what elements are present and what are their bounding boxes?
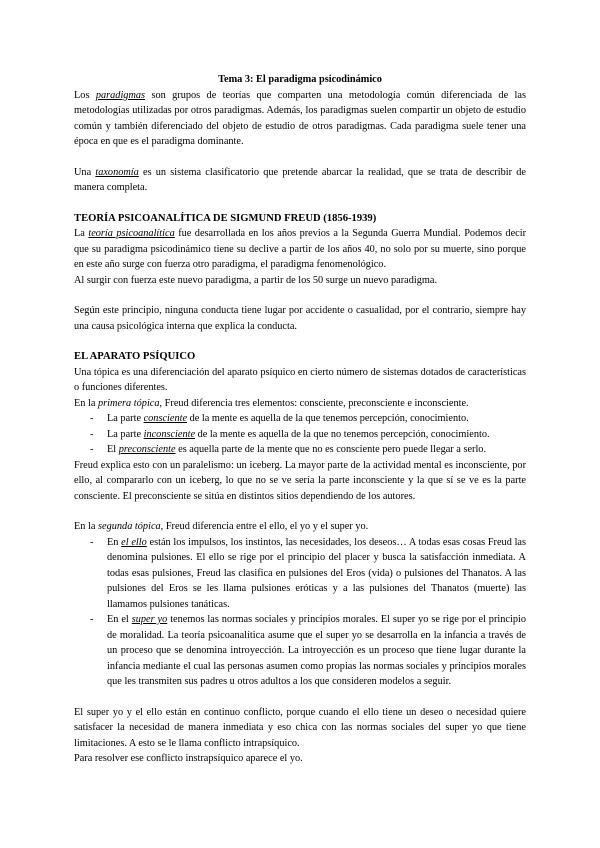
list-primera-topica <box>74 411 526 458</box>
term-super-yo: super yo <box>131 614 168 625</box>
spacer <box>74 150 526 165</box>
text-run: , Freud diferencia entre el ello, el yo y el super yo. <box>160 521 369 532</box>
term-taxonomia: taxonomía <box>95 166 139 178</box>
spacer <box>74 288 526 303</box>
paragraph-resolver: Para resolver ese conflicto instrapsíquico aparece el yo. <box>74 753 303 764</box>
text-run: de la mente es aquella de la que tenemos percepción, conocimiento. <box>187 413 469 424</box>
list-item <box>74 427 526 443</box>
list-item <box>74 612 526 690</box>
text-run: es aquella parte de la mente que no es consciente pero puede llegar a serlo. <box>175 444 487 455</box>
term-paradigmas: paradigmas <box>95 89 146 101</box>
paragraph-topica: Una tópica es una diferenciación del aparato psíquico en cierto número de sistemas dotados de características o funciones diferentes. <box>74 366 526 393</box>
spacer <box>74 690 526 705</box>
text-run: En la <box>74 521 99 532</box>
heading-teoria-psicoanalitica: TEORÍA PSICOANALÍTICA DE SIGMUND FREUD (1856-1939) <box>74 212 377 224</box>
term-teoria-psicoanalitica: teoría psicoanalítica <box>88 228 175 239</box>
paragraph-teoria <box>74 226 526 273</box>
paragraph-conflicto: El super yo y el ello están en continuo conflicto, porque cuando el ello tiene un deseo o necesidad quiere satisfacer la necesidad de manera inmediata y eso chica con las normas sociales del super yo que tiene limitaciones. A esto se le llama conflicto intrapsíquico. <box>74 706 526 749</box>
text-run: El <box>107 444 119 455</box>
document-title: Tema 3: El paradigma psicodinámico <box>218 74 382 85</box>
text-run: La <box>74 228 89 239</box>
text-run: son grupos de teorías que comparten una metodología común diferenciada de las metodologías utilizadas por otros paradigmas. Además, los paradigmas suelen compartir un objeto de estudio común y también diferenciado del objeto de estudio de otros paradigmas. Cada paradigma suele tener una época en que es el paradigma dominante. <box>74 89 526 147</box>
text-run: En la <box>74 397 99 409</box>
paragraph-iceberg: Freud explica esto con un paralelismo: un iceberg. La mayor parte de la actividad mental es inconsciente, por ello, al compararlo con un iceberg, lo que no se ve sería la parte inconsciente y la que sí se ve es la parte consciente. El preconsciente se sitúa en distintos sitios dependiendo de los autores. <box>74 459 526 502</box>
term-inconsciente: inconsciente <box>143 428 196 440</box>
list-segunda-topica <box>74 535 526 690</box>
text-run: Los <box>74 89 96 101</box>
term-preconsciente: preconsciente <box>118 444 176 455</box>
paragraph-principio: Según este principio, ninguna conducta tiene lugar por accidente o casualidad, por el contrario, siempre hay una causa psicológica interna que explica la conducta. <box>74 305 526 332</box>
list-item <box>74 442 526 458</box>
spacer <box>74 196 526 211</box>
paragraph-segunda-topica <box>74 519 526 535</box>
paragraph-paradigmas <box>74 88 526 150</box>
text-run: fue desarrollada en los años previos a la Segunda Guerra Mundial. Podemos decir que su paradigma psicodinámico tiene su declive a partir de los años 40, no solo por su muerte, sino porque en este año surge con fuerza otro paradigma, el paradigma fenomenológico. <box>74 228 526 270</box>
spacer <box>74 504 526 519</box>
list-item <box>74 411 526 427</box>
term-consciente: consciente <box>143 413 188 424</box>
text-run: tenemos las normas sociales y principios morales. El super yo se rige por el principio de moralidad. La teoría psicoanalítica asume que el super yo se desarrolla en la infancia a través de un proceso que se denomina introyección. La introyección es un proceso que tiene lugar durante la infancia mediante el cual las personas asumen como propias las normas sociales y principios morales que les transmiten sus padres u otros adultos a los que consideren modelos a seguir. <box>107 614 526 687</box>
heading-aparato-psiquico: EL APARATO PSÍQUICO <box>74 351 196 362</box>
text-run: , Freud diferencia tres elementos: consciente, preconsciente e inconsciente. <box>159 397 469 409</box>
term-el-ello: el ello <box>121 536 147 548</box>
text-run: La parte <box>107 413 144 424</box>
paragraph-primera-topica <box>74 396 526 412</box>
text-run: están los impulsos, los instintos, las necesidades, los deseos… A todas esas cosas Freud las denomina pulsiones. El ello se rige por el principio del placer y busca la satisfacción inmediata. A todas esas pulsiones, Freud las clasifica en pulsiones del Eros (vida) o pulsiones del Thanatos. A las pulsiones del Eros se les llama pulsiones eróticas y a las pulsiones del Thanatos (muerte) las llamamos pulsiones tanáticas. <box>107 536 527 610</box>
list-item <box>74 535 526 613</box>
text-run: es un sistema clasificatorio que pretende abarcar la realidad, que se trata de describir de manera completa. <box>74 166 526 193</box>
spacer <box>74 334 526 349</box>
text-run: En <box>107 536 122 548</box>
term-segunda-topica: segunda tópica <box>98 521 161 532</box>
term-primera-topica: primera tópica <box>98 397 160 409</box>
paragraph-taxonomia <box>74 165 526 196</box>
paragraph-nuevo-paradigma: Al surgir con fuerza este nuevo paradigma, a partir de los 50 surge un nuevo paradigma. <box>74 274 438 286</box>
text-run: En el <box>107 614 132 625</box>
text-run: La parte <box>107 428 144 440</box>
text-run: Una <box>74 166 96 178</box>
text-run: de la mente es aquella de la que no tenemos percepción, conocimiento. <box>195 428 490 440</box>
